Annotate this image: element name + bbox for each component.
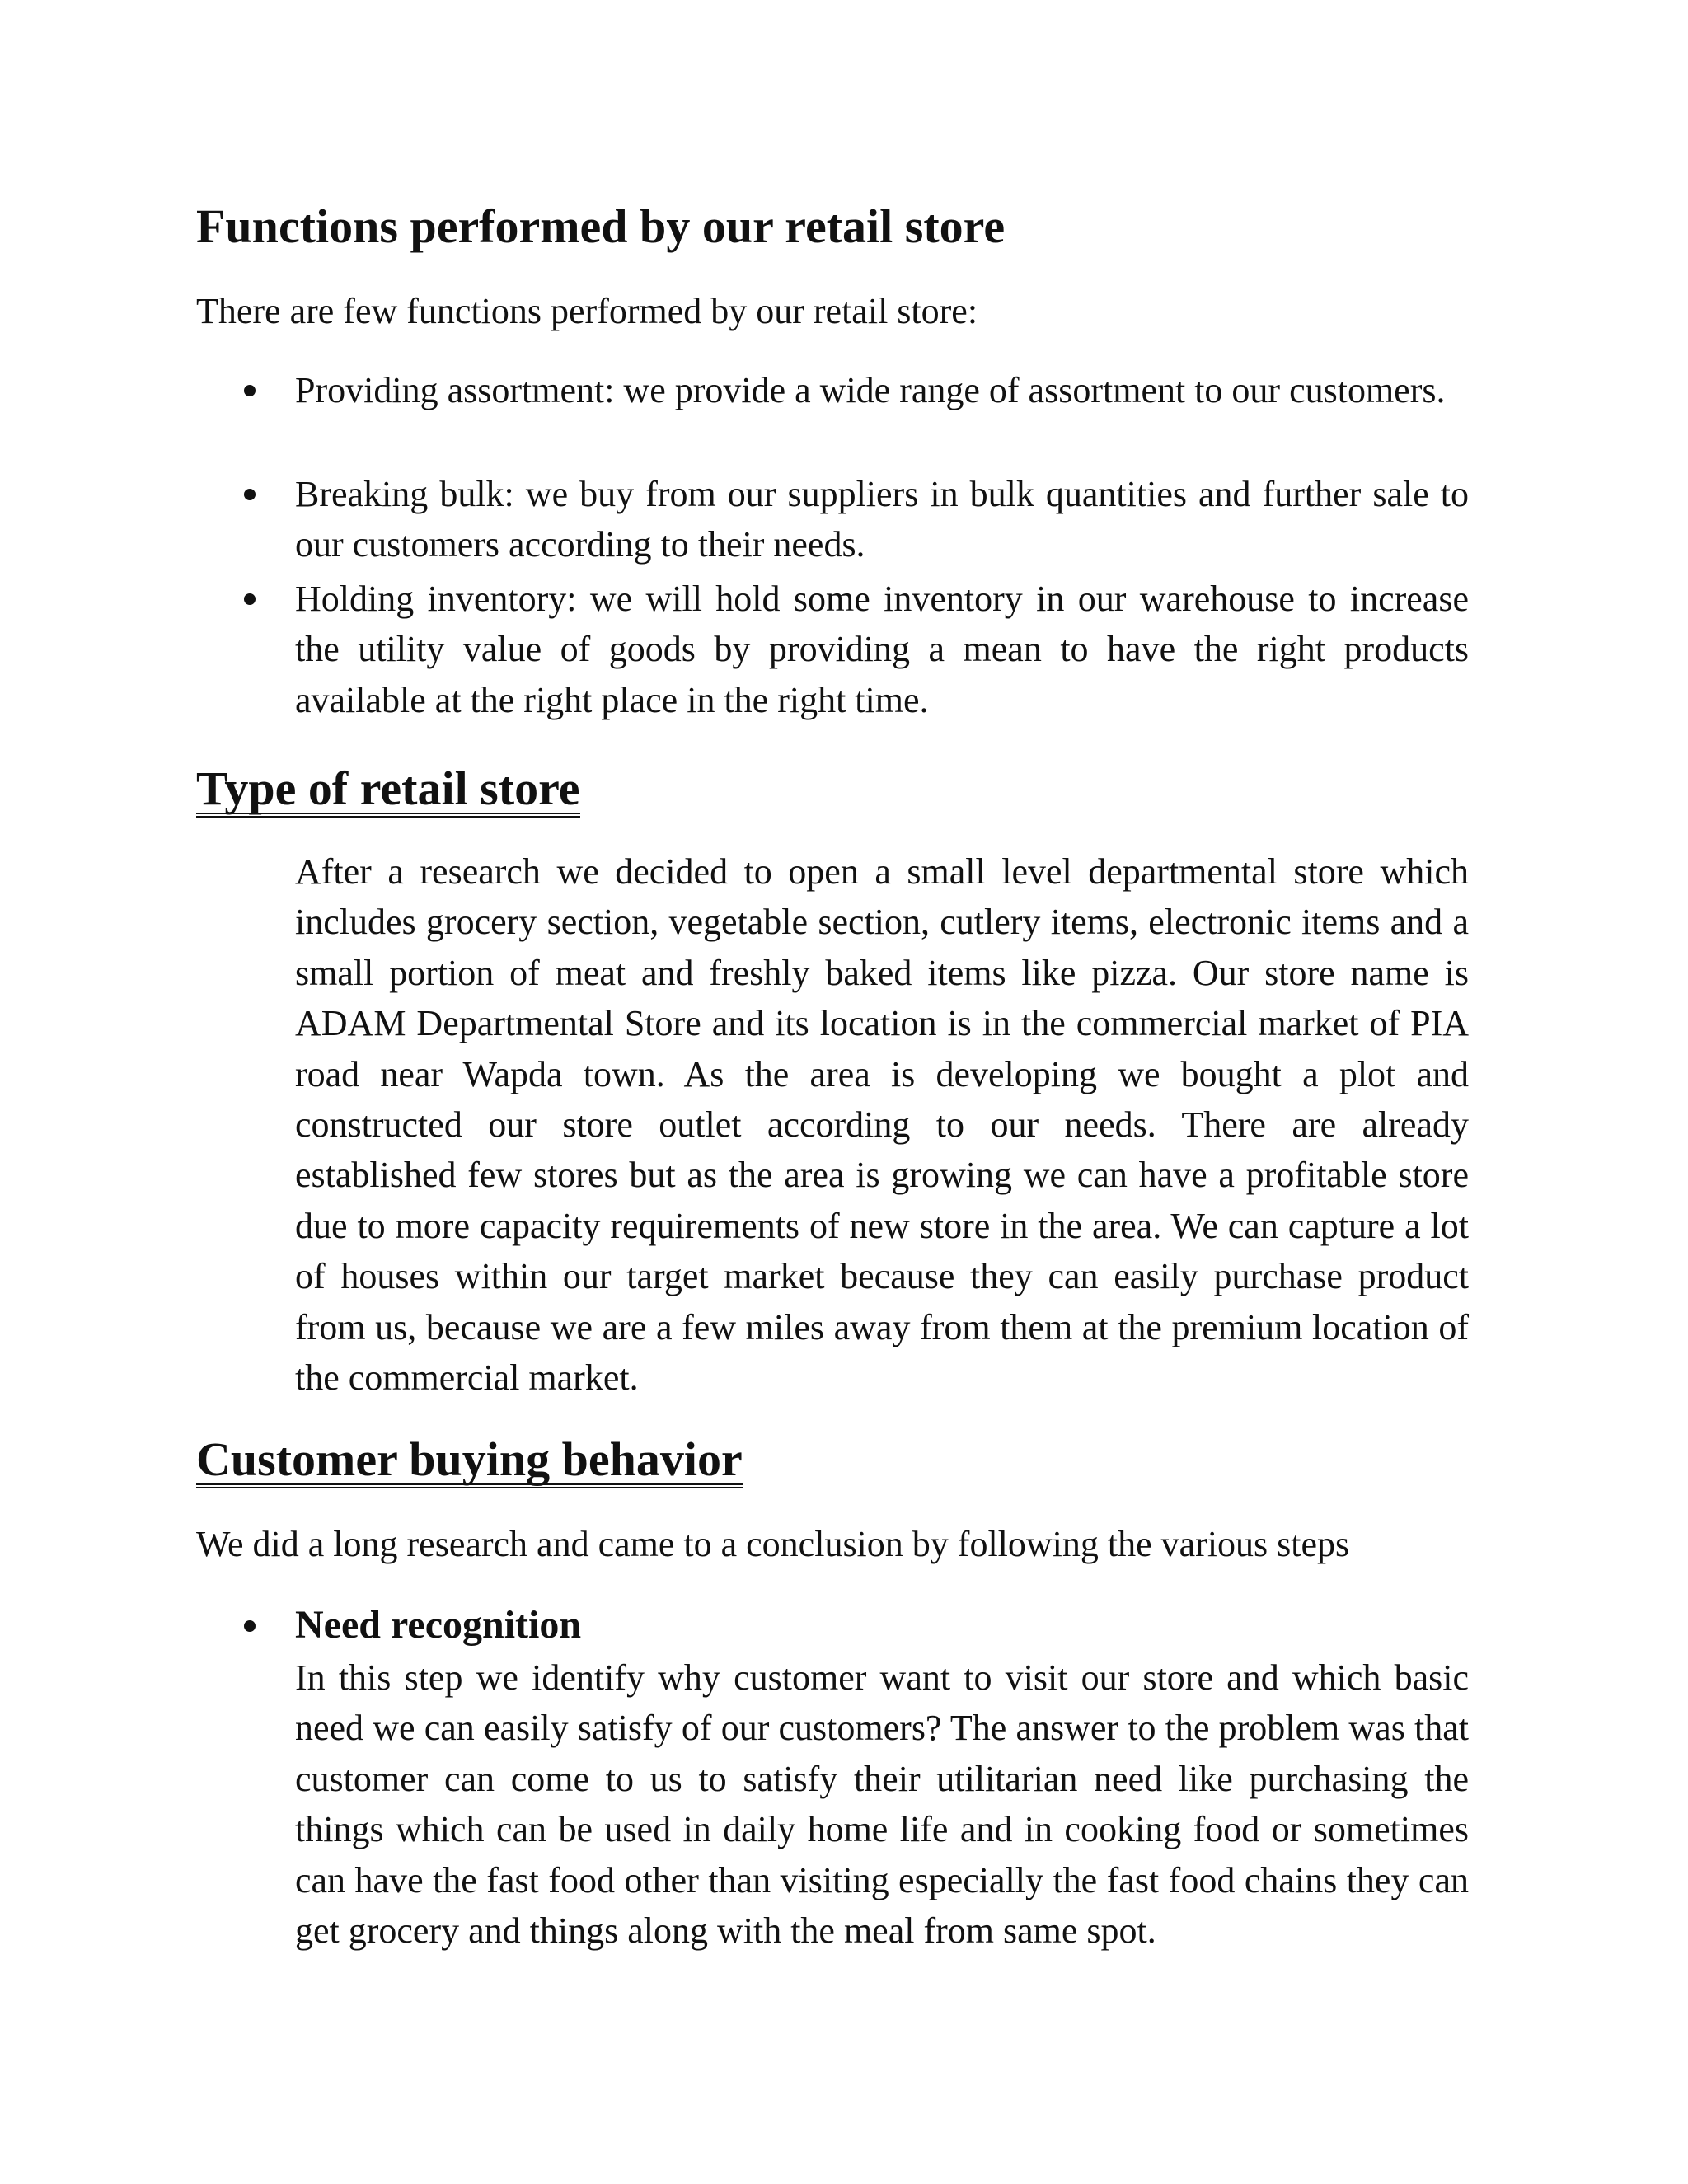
section-title-buying-behavior: Customer buying behavior	[196, 1436, 743, 1488]
bullet-icon	[244, 385, 256, 396]
section-intro-functions: There are few functions performed by our retail store:	[196, 291, 978, 331]
bullet-item-breaking-bulk: Breaking bulk: we buy from our suppliers in bulk quantities and further sale to our customers according to their needs.	[295, 474, 1469, 565]
bullet-icon	[244, 489, 256, 500]
bullet-item-holding-inventory: Holding inventory: we will hold some inventory in our warehouse to increase the utility value of goods by providing a mean to have the right products available at the right place in the right time.	[295, 579, 1469, 720]
step-body-need-recognition: In this step we identify why customer want to visit our store and which basic need we can easily satisfy of our customers? The answer to the problem was that customer can come to us to satisfy their utilitarian need like purchasing the things which can be used in daily home life and in cooking food or sometimes can have the fast food other than visiting especially the fast food chains they can get grocery and things along with the meal from same spot.	[295, 1657, 1469, 1952]
bullet-icon	[244, 1620, 256, 1632]
section-title-type-of-store: Type of retail store	[196, 765, 580, 818]
step-heading-need-recognition: Need recognition	[295, 1603, 582, 1647]
section-body-type-of-store: After a research we decided to open a small level departmental store which includes grocery section, vegetable section, cutlery items, electronic items and a small portion of meat and freshly baked items like pizza. Our store name is ADAM Departmental Store and its location is in the commercial market of PIA road near Wapda town. As the area is developing we bought a plot and constructed our store outlet according to our needs. There are already established few stores but as the area is growing we can have a profitable store due to more capacity requirements of new store in the area. We can capture a lot of houses within our target market because they can easily purchase product from us, because we are a few miles away from them at the premium location of the commercial market.	[295, 851, 1469, 1399]
section-title-functions: Functions performed by our retail store	[196, 199, 1006, 253]
bullet-icon	[244, 593, 256, 605]
section-intro-buying-behavior: We did a long research and came to a conclusion by following the various steps	[196, 1524, 1350, 1564]
bullet-item-providing-assortment: Providing assortment: we provide a wide range of assortment to our customers.	[295, 370, 1446, 410]
